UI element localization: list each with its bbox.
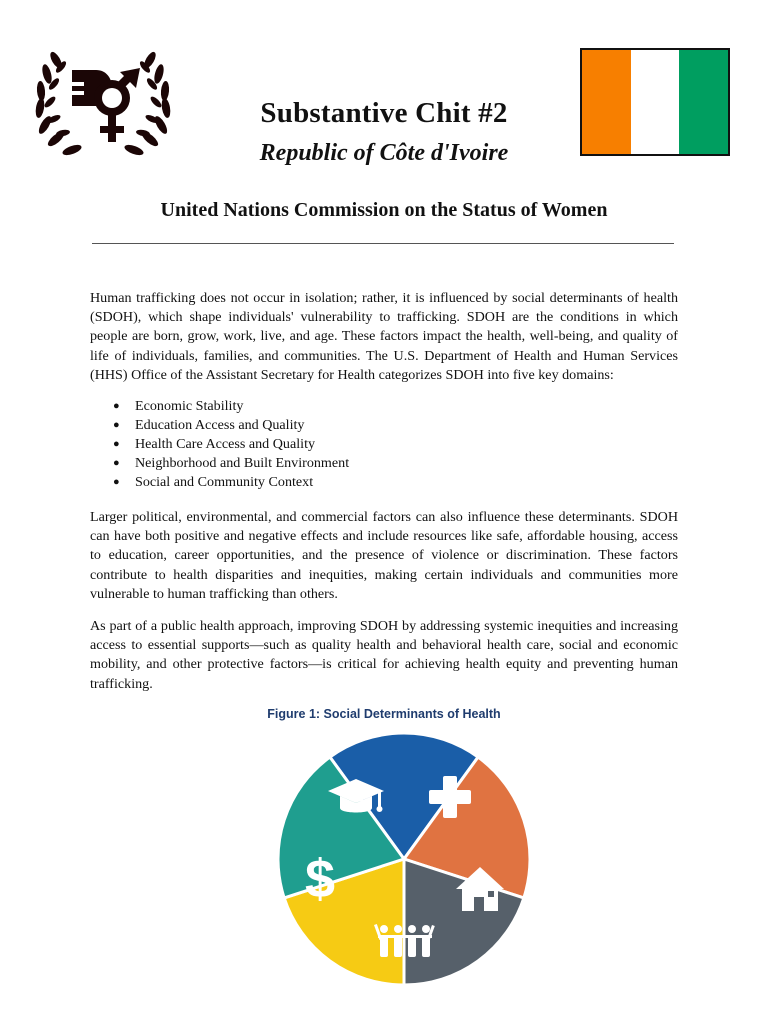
header-divider <box>92 243 674 244</box>
list-item <box>90 435 349 454</box>
list-item-text: Neighborhood and Built Environment <box>135 455 350 471</box>
bullet-icon: ● <box>113 476 120 488</box>
sdoh-wheel <box>271 726 537 992</box>
list-item-text: Economic Stability <box>135 398 244 414</box>
page-title: Substantive Chit #2 <box>260 97 508 129</box>
committee-heading: United Nations Commission on the Status of Women <box>160 199 608 221</box>
intro-paragraph: Human trafficking does not occur in isolation; rather, it is influenced by social determinants of health (SDOH), which shape individuals' vulnerability to trafficking. SDOH are the conditions in which people are born, grow, work, live, and age. These factors impact the health, well-being, and quality of life of individuals, families, and communities. The U.S. Department of Health and Human Services (HHS) Office of the Assistant Secretary for Health categorizes SDOH into five key domains: <box>90 290 678 383</box>
list-item <box>90 473 349 492</box>
public-health-paragraph: As part of a public health approach, improving SDOH by addressing systemic inequities and increasing access to essential supports—such as quality health and behavioral health care, social and economic mobility, and other protective factors—is critical for achieving health equity and preventing human trafficking. <box>90 618 678 692</box>
list-item-text: Social and Community Context <box>135 474 314 490</box>
list-item <box>90 454 349 473</box>
bullet-icon: ● <box>113 419 120 431</box>
list-item <box>90 397 349 416</box>
list-item-text: Education Access and Quality <box>135 417 305 433</box>
figure-caption: Figure 1: Social Determinants of Health <box>267 707 501 721</box>
sdoh-domain-list <box>90 397 349 492</box>
bullet-icon: ● <box>113 438 120 450</box>
bullet-icon: ● <box>113 457 120 469</box>
dollar-icon: $ <box>304 849 336 909</box>
country-subtitle: Republic of Côte d'Ivoire <box>259 140 509 166</box>
bullet-icon: ● <box>113 400 120 412</box>
factors-paragraph: Larger political, environmental, and commercial factors can also influence these determinants. SDOH can have both positive and negative effects and include resources like safe, affordable housing, access to education, career opportunities, and the presence of violence or discrimination. These factors contribute to health disparities and inequities, making certain individuals and communities more vulnerable to human trafficking than others. <box>90 509 678 602</box>
list-item <box>90 416 349 435</box>
list-item-text: Health Care Access and Quality <box>135 436 316 452</box>
